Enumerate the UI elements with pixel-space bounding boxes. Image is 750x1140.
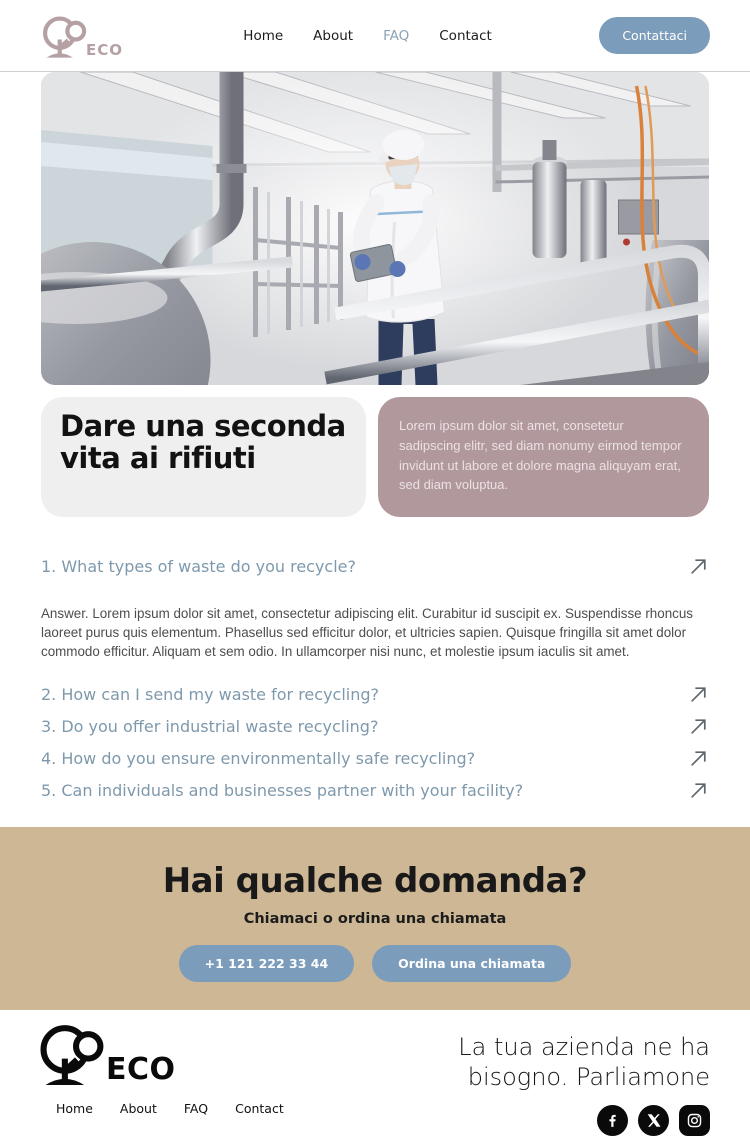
cta-buttons [20,945,730,982]
footer-nav-home[interactable]: Home [56,1101,93,1117]
footer-left [40,1020,284,1136]
logo-text: ECO [86,40,124,59]
facebook-icon[interactable] [597,1105,628,1136]
faq-answer-1: Answer. Lorem ipsum dolor sit amet, consectetur adipiscing elit. Curabitur id suscipit ex. Suspendisse rhoncus laoreet purus quis elementum. Phasellus sed efficitur dolor, et ultricies sapien. Quisque fringilla sit amet dolor commodo efficitur. Aliquam et sem odio. In ullamcorper nisi nunc, et molestie ipsum iaculis sit amet. [41,606,693,660]
faq-section [41,555,709,801]
logo-text: ECO [106,1052,176,1088]
faq-question-text: 1. What types of waste do you recycle? [41,556,357,576]
intro-section [41,397,709,517]
cta-section [0,827,750,1010]
footer-right [440,1020,710,1136]
nav-faq[interactable]: FAQ [383,27,410,44]
hero-image [41,72,709,385]
footer [0,1010,750,1136]
header-logo[interactable] [40,13,123,59]
intro-text: Lorem ipsum dolor sit amet, consetetur sadipscing elitr, sed diam nonumy eirmod tempor invidunt ut labore et dolore magna aliquyam erat, sed diam voluptua. [399,418,682,493]
nav-about[interactable]: About [313,27,354,44]
x-icon[interactable] [638,1105,669,1136]
faq-question-5[interactable] [41,779,709,801]
factory-worker-illustration [41,72,709,385]
faq-question-4[interactable] [41,747,709,769]
eco-tree-icon [36,1020,112,1087]
faq-question-text: 2. How can I send my waste for recycling? [41,684,380,704]
eco-tree-icon [40,13,92,59]
cta-subheading: Chiamaci o ordina una chiamata [243,911,507,928]
intro-heading-card [41,397,366,517]
faq-item-5 [41,779,709,801]
faq-item-2 [41,683,709,705]
contattaci-button[interactable]: Contattaci [599,17,710,54]
arrow-up-right-icon[interactable] [688,556,709,577]
header-nav [243,28,491,44]
intro-text-card [378,397,709,517]
social-links [597,1105,710,1136]
faq-question-1[interactable] [41,555,709,577]
instagram-icon[interactable] [679,1105,710,1136]
footer-tagline: La tua azienda ne ha bisogno. Parliamone [458,1033,710,1092]
footer-nav-contact[interactable]: Contact [235,1101,284,1117]
faq-question-2[interactable] [41,683,709,705]
footer-logo[interactable] [36,1020,284,1087]
arrow-up-right-icon[interactable] [688,716,709,737]
phone-number-button[interactable]: +1 121 222 33 44 [179,945,355,982]
page-title: Dare una seconda vita ai rifiuti [60,409,346,476]
footer-nav-about[interactable]: About [119,1101,157,1117]
faq-item-4 [41,747,709,769]
cta-heading: Hai qualche domanda? [162,861,588,902]
footer-nav-faq[interactable]: FAQ [183,1101,209,1117]
faq-question-text: 3. Do you offer industrial waste recycling? [41,716,379,736]
faq-question-text: 5. Can individuals and businesses partner with your facility? [41,780,524,800]
nav-contact[interactable]: Contact [439,27,492,44]
arrow-up-right-icon[interactable] [688,748,709,769]
faq-item-1 [41,555,709,661]
arrow-up-right-icon[interactable] [688,684,709,705]
header [0,0,750,72]
faq-question-3[interactable] [41,715,709,737]
faq-item-3 [41,715,709,737]
arrow-up-right-icon[interactable] [688,780,709,801]
nav-home[interactable]: Home [243,27,284,44]
order-call-button[interactable]: Ordina una chiamata [372,945,571,982]
footer-nav [40,1101,284,1116]
faq-question-text: 4. How do you ensure environmentally safe recycling? [41,748,476,768]
